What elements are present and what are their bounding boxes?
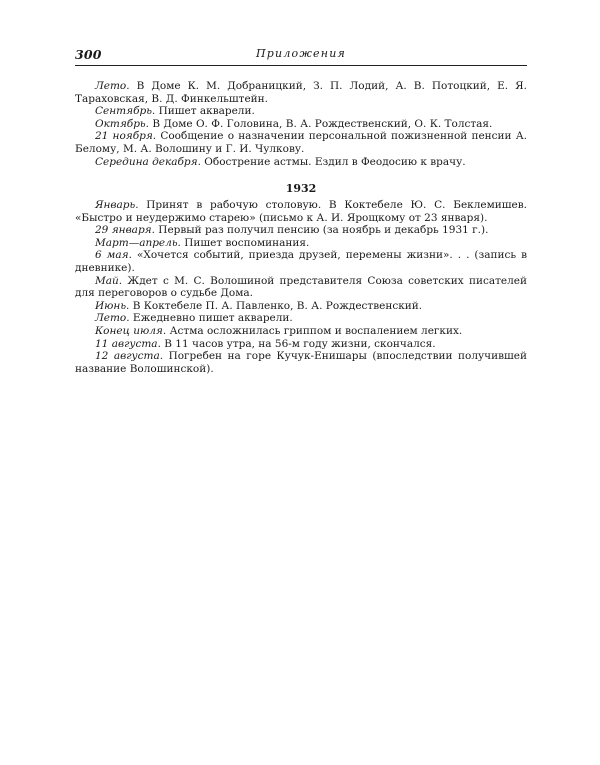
section-1931-continued [75, 80, 527, 168]
entry-text: Пишет воспоминания. [180, 236, 310, 249]
chronicle-entry [75, 300, 527, 313]
entry-text: Пишет акварели. [155, 105, 255, 118]
page-number: 300 [75, 47, 102, 62]
chronicle-entry [75, 237, 527, 250]
entry-text: В Доме К. М. Добраницкий, З. П. Лодий, А. В. Потоцкий, Е. Я. Тараховская, В. Д. Финкельштейн. [75, 80, 527, 105]
entry-date: 12 августа. [95, 350, 164, 363]
chronicle-entry [75, 224, 527, 237]
entry-date: 6 мая. [95, 249, 132, 262]
chronicle-entry [75, 249, 527, 274]
entry-text: Астма осложнилась гриппом и воспалением легких. [166, 324, 463, 337]
entry-date: Июнь. [95, 299, 130, 312]
entry-text: Сообщение о назначении персональной пожизненной пенсии А. Белому, М. А. Волошину и Г. И. Чулкову. [75, 130, 527, 155]
entry-date: Январь. [95, 199, 139, 211]
entry-date: Октябрь. [95, 117, 149, 130]
chronicle-entry [75, 156, 527, 169]
chronicle-entry [75, 312, 527, 325]
entry-date: Лето. [95, 80, 130, 92]
chronicle-entry [75, 199, 527, 224]
chronicle-entry [75, 118, 527, 131]
entry-text: Обострение астмы. Ездил в Феодосию к врачу. [200, 155, 466, 168]
entry-text: В Доме О. Ф. Головина, В. А. Рождественский, О. К. Толстая. [148, 117, 493, 130]
entry-text: В Коктебеле П. А. Павленко, В. А. Рождественский. [129, 299, 423, 312]
chronicle-entry [75, 80, 527, 105]
entry-date: 29 января. [95, 224, 155, 237]
chronicle-entry [75, 325, 527, 338]
year-heading: 1932 [285, 182, 317, 195]
entry-text: Ждет с М. С. Волошиной представителя Союза советских писателей для переговоров о судьбе Дома. [75, 274, 527, 300]
entry-text: Первый раз получил пенсию (за ноябрь и декабрь 1931 г.). [154, 224, 489, 237]
entry-date: Конец июля. [95, 324, 167, 337]
entry-text: В 11 часов утра, на 56-м году жизни, скончался. [160, 337, 436, 350]
entry-date: Лето. [95, 312, 130, 325]
entry-text: Погребен на горе Кучук-Енишары (впоследствии получившей название Волошинской). [75, 350, 528, 375]
entry-date: Середина декабря. [95, 155, 201, 168]
chronicle-entry [75, 338, 527, 351]
entry-text: Принят в рабочую столовую. В Коктебеле Ю. С. Беклемишев. «Быстро и неудержимо старею» (письмо к А. И. Ярощкому от 23 января). [75, 199, 527, 224]
entry-text: Ежедневно пишет акварели. [129, 312, 293, 325]
entry-date: Сентябрь. [95, 105, 156, 118]
section-1932 [75, 182, 527, 375]
entry-date: 11 августа. [95, 337, 161, 350]
entry-date: Май. [95, 274, 123, 287]
page-header [75, 47, 527, 66]
entry-date: 21 ноября. [95, 130, 157, 143]
chronicle-entry [75, 275, 527, 300]
entry-date: Март—апрель. [95, 236, 181, 249]
running-head: Приложения [256, 47, 346, 60]
chronicle-entry [75, 350, 527, 375]
chronicle-entry [75, 130, 527, 155]
chronicle-entry [75, 105, 527, 118]
entry-text: «Хочется событий, приезда друзей, перемены жизни». . . (запись в дневнике). [75, 249, 528, 274]
